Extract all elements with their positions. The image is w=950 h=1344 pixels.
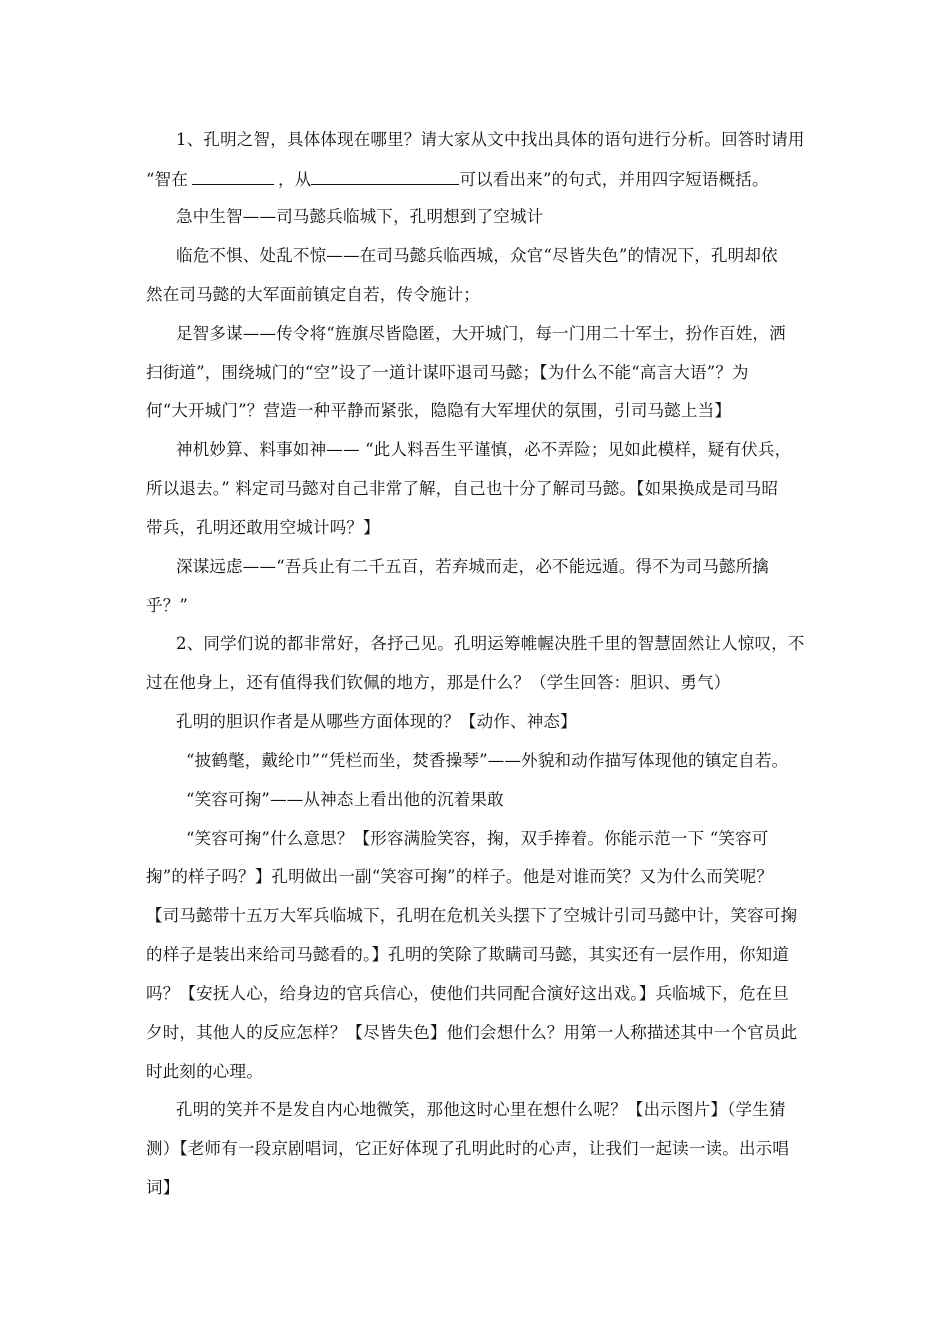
paragraph-line: 急中生智——司马懿兵临城下，孔明想到了空城计 [176, 207, 544, 226]
paragraph-line: 时此刻的心理。 [146, 1062, 263, 1081]
paragraph-line: 乎？” [146, 596, 189, 615]
paragraph-line: 带兵，孔明还敢用空城计吗？】 [146, 518, 380, 537]
paragraph-line: 2、同学们说的都非常好，各抒己见。孔明运筹帷幄决胜千里的智慧固然让人惊叹，不 [176, 634, 805, 653]
paragraph-line: “笑容可掬”——从神态上看出他的沉着果敢 [186, 790, 504, 809]
paragraph-line: 深谋远虑——“吾兵止有二千五百，若弃城而走，必不能远遁。得不为司马懿所擒 [176, 557, 770, 576]
paragraph-line: 所以退去。” 料定司马懿对自己非常了解，自己也十分了解司马懿。【如果换成是司马昭 [146, 479, 779, 498]
paragraph-line: 的样子是装出来给司马懿看的。】孔明的笑除了欺瞒司马懿，其实还有一层作用，你知道 [146, 945, 790, 964]
paragraph-line: 吗？【安抚人心，给身边的官兵信心，使他们共同配合演好这出戏。】兵临城下，危在旦 [146, 984, 790, 1003]
answer-blank [192, 170, 274, 185]
paragraph-line: 临危不惧、处乱不惊——在司马懿兵临西城，众官“尽皆失色”的情况下，孔明却依 [176, 246, 778, 265]
paragraph-line: 孔明的胆识作者是从哪些方面体现的？【动作、神态】 [176, 712, 577, 731]
sentence-part: ，从 [278, 170, 312, 189]
paragraph-line: 1、孔明之智，具体体现在哪里？请大家从文中找出具体的语句进行分析。回答时请用 [176, 130, 805, 149]
paragraph-line: 夕时，其他人的反应怎样？【尽皆失色】他们会想什么？用第一人称描述其中一个官员此 [146, 1023, 798, 1042]
fill-in-sentence [146, 169, 769, 191]
paragraph-line: 孔明的笑并不是发自内心地微笑，那他这时心里在想什么呢？【出示图片】（学生猜 [176, 1100, 786, 1119]
paragraph-line: 神机妙算、料事如神—— “此人料吾生平谨慎，必不弄险；见如此模样，疑有伏兵， [176, 440, 792, 459]
paragraph-line: 过在他身上，还有值得我们钦佩的地方，那是什么？（学生回答：胆识、勇气） [146, 673, 731, 692]
paragraph-line: “披鹤氅，戴纶巾”“凭栏而坐，焚香操琴”——外貌和动作描写体现他的镇定自若。 [186, 751, 789, 770]
paragraph-line: 扫街道”，围绕城门的“空”设了一道计谋吓退司马懿；【为什么不能“高言大语”？为 [146, 363, 749, 382]
paragraph-line: 掬”的样子吗？】孔明做出一副“笑容可掬”的样子。他是对谁而笑？又为什么而笑呢？ [146, 867, 774, 886]
paragraph-line: 足智多谋——传令将“旌旗尽皆隐匿，大开城门，每一门用二十军士，扮作百姓，洒 [176, 324, 786, 343]
sentence-part: 可以看出来”的句式，并用四字短语概括。 [459, 170, 769, 189]
paragraph-line: “笑容可掬”什么意思？【形容满脸笑容，掬，双手捧着。你能示范一下 “笑容可 [186, 829, 769, 848]
paragraph-line: 【司马懿带十五万大军兵临城下，孔明在危机关头摆下了空城计引司马懿中计，笑容可掬 [146, 906, 798, 925]
paragraph-line: 然在司马懿的大军面前镇定自若，传令施计； [146, 285, 480, 304]
answer-blank [311, 170, 459, 185]
paragraph-line: 词】 [146, 1178, 180, 1197]
sentence-part: “智在 [146, 170, 189, 189]
paragraph-line: 测）【老师有一段京剧唱词，它正好体现了孔明此时的心声，让我们一起读一读。出示唱 [146, 1139, 790, 1158]
paragraph-line: 何“大开城门”？营造一种平静而紧张，隐隐有大军埋伏的氛围，引司马懿上当】 [146, 401, 732, 420]
